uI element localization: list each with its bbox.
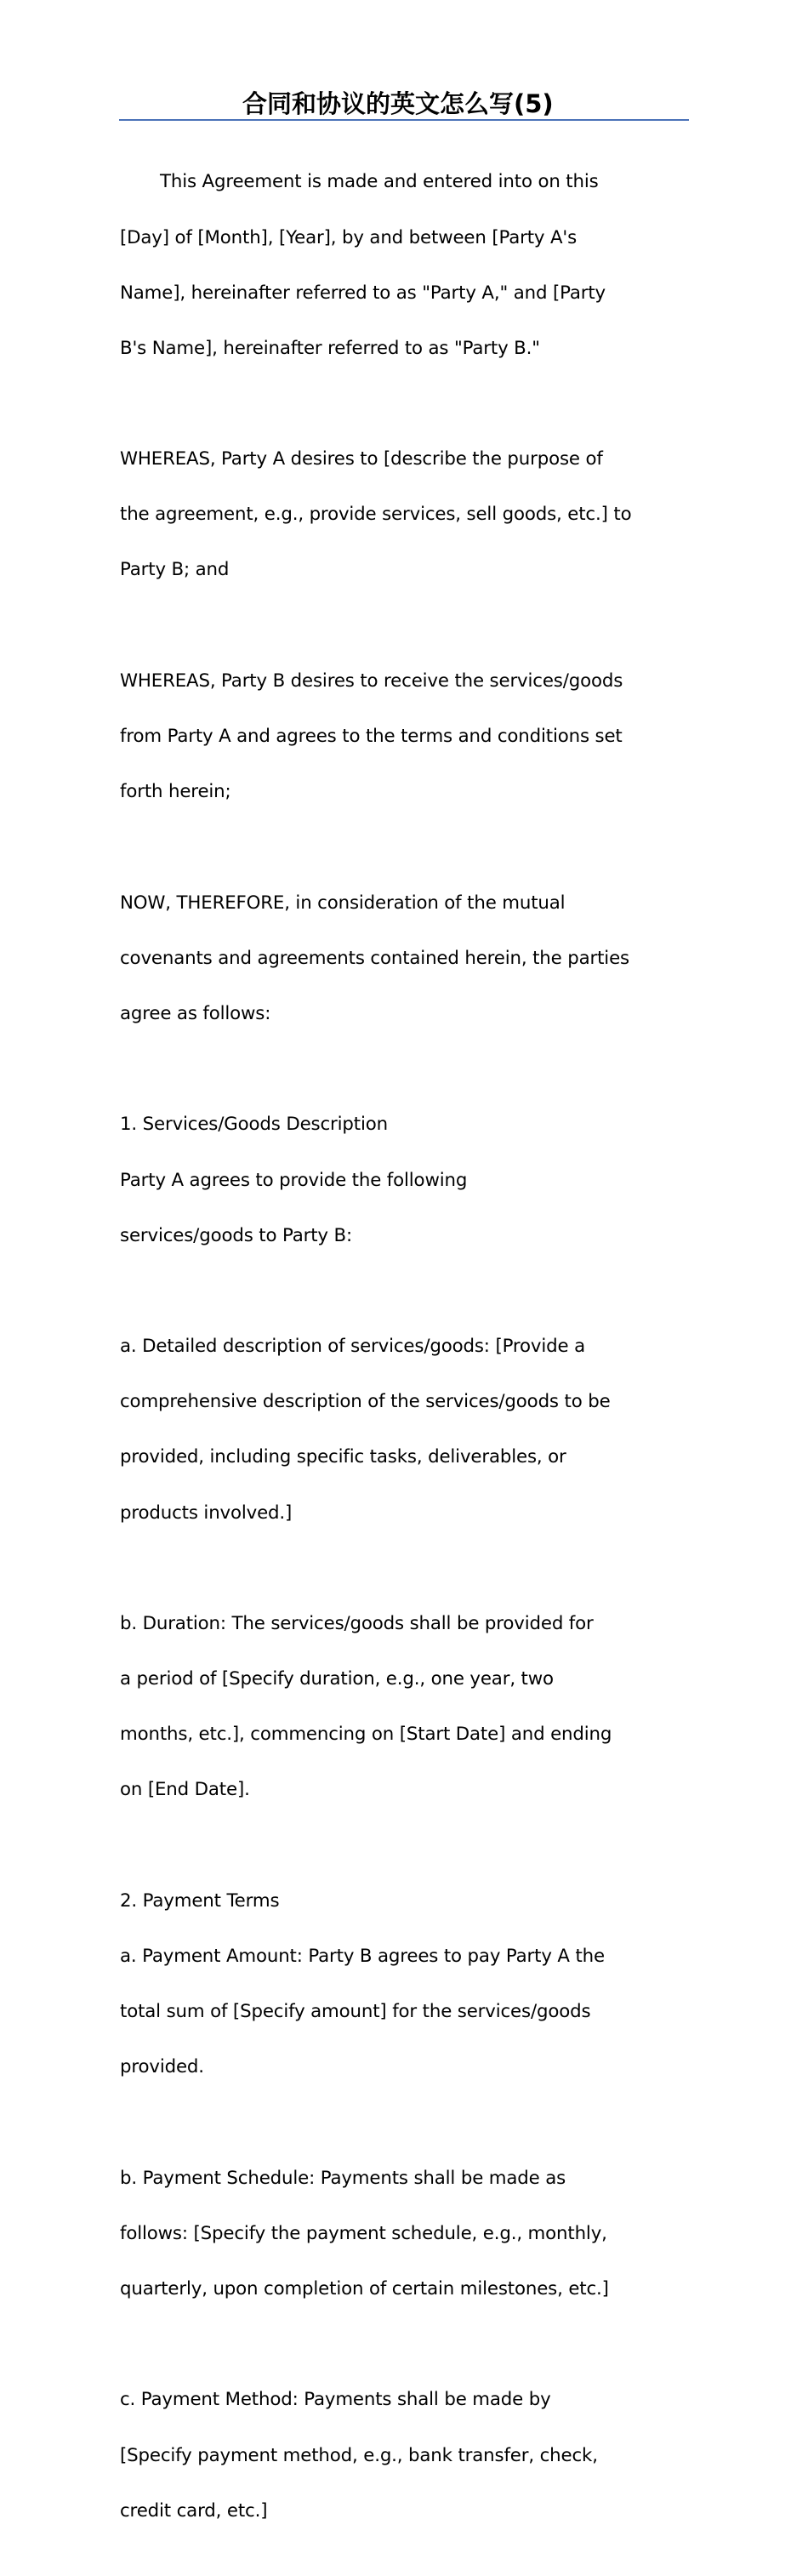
intro-paragraph: [120, 136, 698, 395]
text-line: WHEREAS, Party A desires to [describe the purpose of: [120, 448, 603, 470]
clause-1a: [120, 1301, 698, 1559]
section-heading: 2. Payment Terms: [120, 1889, 280, 1912]
text-line: Party B; and: [120, 559, 230, 581]
whereas-paragraph-b: [120, 635, 698, 839]
text-line: follows: [Specify the payment schedule, e.g., monthly,: [120, 2222, 607, 2244]
text-line: forth herein;: [120, 781, 231, 803]
text-line: B's Name], hereinafter referred to as "Party B.": [120, 337, 540, 359]
clause-2c: [120, 2354, 698, 2557]
text-line: the agreement, e.g., provide services, sell goods, etc.] to: [120, 504, 632, 526]
text-line: NOW, THEREFORE, in consideration of the mutual: [120, 892, 566, 914]
section-payment-terms: [120, 1855, 698, 2113]
text-line: total sum of [Specify amount] for the services/goods: [120, 2001, 591, 2023]
document-body: [120, 136, 698, 2576]
text-line: on [End Date].: [120, 1779, 250, 1801]
text-line: b. Duration: The services/goods shall be provided for: [120, 1613, 594, 1635]
text-line: a period of [Specify duration, e.g., one year, two: [120, 1668, 554, 1690]
text-line: credit card, etc.]: [120, 2499, 268, 2522]
text-line: agree as follows:: [120, 1002, 271, 1024]
text-line: from Party A and agrees to the terms and conditions set: [120, 726, 623, 748]
text-line: products involved.]: [120, 1502, 293, 1524]
text-line: WHEREAS, Party B desires to receive the services/goods: [120, 670, 623, 692]
document-title: 合同和协议的英文怎么写(5): [242, 89, 554, 118]
text-line: covenants and agreements contained herein, the parties: [120, 947, 629, 969]
text-line: comprehensive description of the services/goods to be: [120, 1391, 611, 1413]
section-services-goods: [120, 1079, 698, 1282]
now-therefore-paragraph: [120, 857, 698, 1060]
text-line: provided.: [120, 2056, 204, 2078]
text-line: This Agreement is made and entered into on this: [160, 171, 599, 193]
section-heading: 1. Services/Goods Description: [120, 1114, 388, 1136]
text-line: a. Detailed description of services/goods: [Provide a: [120, 1336, 585, 1358]
text-line: b. Payment Schedule: Payments shall be made as: [120, 2167, 566, 2189]
text-line: quarterly, upon completion of certain milestones, etc.]: [120, 2277, 609, 2300]
text-line: c. Payment Method: Payments shall be made by: [120, 2389, 551, 2411]
text-line: [Specify payment method, e.g., bank transfer, check,: [120, 2444, 598, 2466]
text-line: [Day] of [Month], [Year], by and between [Party A's: [120, 226, 578, 248]
text-line: Name], hereinafter referred to as "Party A," and [Party: [120, 282, 606, 304]
text-line: months, etc.], commencing on [Start Date] and ending: [120, 1724, 612, 1746]
clause-1b: [120, 1578, 698, 1837]
text-line: a. Payment Amount: Party B agrees to pay Party A the: [120, 1945, 605, 1967]
title-block: [119, 88, 689, 121]
clause-2b: [120, 2132, 698, 2335]
text-line: services/goods to Party B:: [120, 1224, 352, 1246]
text-line: provided, including specific tasks, deliverables, or: [120, 1446, 566, 1468]
whereas-paragraph-a: [120, 413, 698, 617]
text-line: Party A agrees to provide the following: [120, 1169, 468, 1191]
